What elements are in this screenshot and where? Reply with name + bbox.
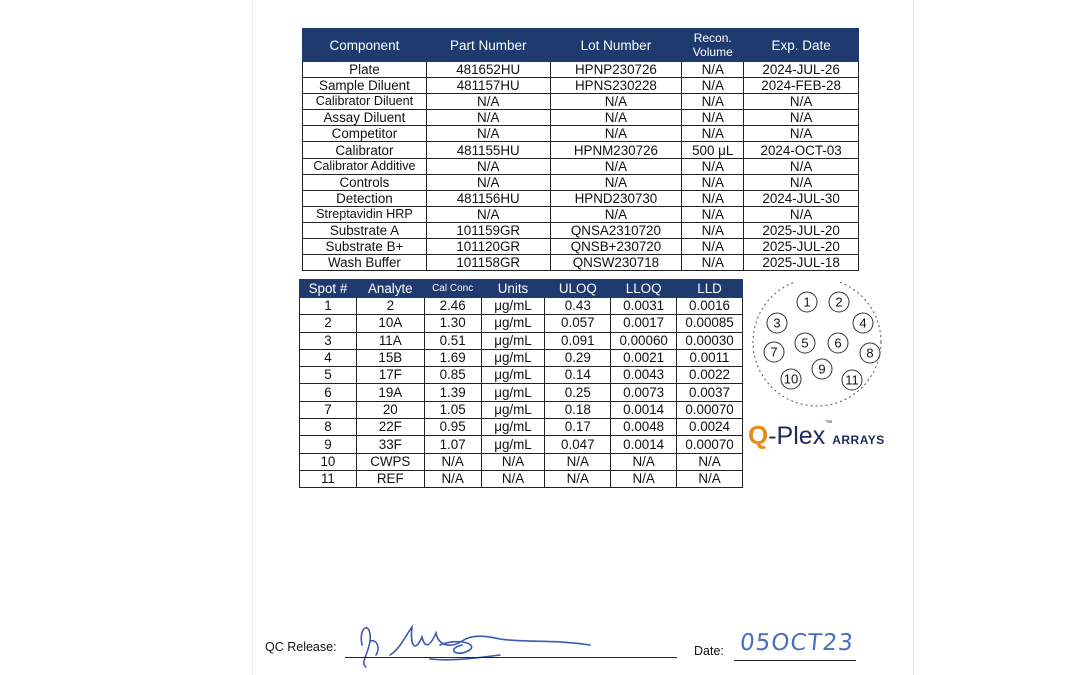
header-recon-line2: Volume — [692, 45, 733, 59]
cell-uloq: 0.047 — [545, 436, 611, 453]
cell-analyte: 15B — [356, 349, 424, 366]
cell-recon-volume: N/A — [682, 222, 744, 238]
cell-lld: N/A — [677, 453, 743, 470]
cell-spot: 5 — [300, 367, 357, 384]
cell-uloq: 0.057 — [545, 315, 611, 332]
cell-recon-volume: N/A — [682, 206, 744, 222]
component-row — [303, 239, 859, 255]
cell-lld: 0.0022 — [677, 367, 743, 384]
header-component: Component — [303, 29, 427, 62]
date-line — [734, 660, 856, 661]
date-label: Date: — [694, 644, 724, 658]
cell-lloq: N/A — [611, 470, 677, 487]
spot-row — [300, 401, 743, 418]
cell-part-number: 101159GR — [426, 222, 550, 238]
cell-component: Wash Buffer — [303, 255, 427, 271]
cell-cal-conc: N/A — [424, 453, 481, 470]
spot-row — [300, 436, 743, 453]
cell-exp-date: 2025-JUL-18 — [744, 255, 859, 271]
component-row — [303, 62, 859, 78]
cell-uloq: 0.18 — [545, 401, 611, 418]
cell-spot: 9 — [300, 436, 357, 453]
component-row — [303, 255, 859, 271]
cell-spot: 6 — [300, 384, 357, 401]
cell-part-number: 101158GR — [426, 255, 550, 271]
plate-spot-label: 6 — [834, 335, 842, 351]
cell-part-number: N/A — [426, 174, 550, 190]
cell-uloq: 0.17 — [545, 419, 611, 436]
cell-cal-conc: 1.07 — [424, 436, 481, 453]
plate-spot-label: 11 — [845, 372, 859, 388]
cell-lot-number: HPNS230228 — [550, 78, 682, 94]
cell-spot: 3 — [300, 332, 357, 349]
cell-lot-number: QNSB+230720 — [550, 239, 682, 255]
cell-lld: 0.0037 — [677, 384, 743, 401]
cell-uloq: 0.091 — [545, 332, 611, 349]
component-row — [303, 174, 859, 190]
cell-analyte: 11A — [356, 332, 424, 349]
cell-cal-conc: 1.39 — [424, 384, 481, 401]
plate-spot-label: 8 — [866, 345, 874, 361]
component-row — [303, 142, 859, 158]
spot-row — [300, 298, 743, 315]
cell-part-number: 481157HU — [426, 78, 550, 94]
cell-component: Calibrator Diluent — [303, 94, 427, 110]
cell-component: Assay Diluent — [303, 110, 427, 126]
cell-exp-date: N/A — [744, 174, 859, 190]
cell-units: μg/mL — [481, 436, 545, 453]
cell-uloq: 0.43 — [545, 298, 611, 315]
cell-uloq: N/A — [545, 453, 611, 470]
cell-lot-number: N/A — [550, 206, 682, 222]
qc-release-signature-line — [345, 657, 677, 658]
cell-spot: 4 — [300, 349, 357, 366]
spot-row — [300, 315, 743, 332]
cell-analyte: CWPS — [356, 453, 424, 470]
header-exp-date: Exp. Date — [744, 29, 859, 62]
cell-cal-conc: 2.46 — [424, 298, 481, 315]
cell-analyte: 33F — [356, 436, 424, 453]
plate-spot-label: 4 — [859, 315, 867, 331]
qplex-arrays-logo — [748, 420, 885, 456]
cell-spot: 1 — [300, 298, 357, 315]
cell-part-number: 481156HU — [426, 190, 550, 206]
cell-spot: 2 — [300, 315, 357, 332]
cell-units: μg/mL — [481, 332, 545, 349]
cell-cal-conc: 0.85 — [424, 367, 481, 384]
signature — [350, 615, 610, 675]
cell-lloq: 0.0014 — [611, 436, 677, 453]
header-lot-number: Lot Number — [550, 29, 682, 62]
header-analyte: Analyte — [356, 280, 424, 298]
component-row — [303, 206, 859, 222]
cell-analyte: REF — [356, 470, 424, 487]
component-row — [303, 78, 859, 94]
cell-uloq: 0.29 — [545, 349, 611, 366]
logo-arrays: ARRAYS — [832, 433, 885, 447]
spot-row — [300, 384, 743, 401]
cell-part-number: N/A — [426, 206, 550, 222]
plate-spot-label: 9 — [818, 361, 826, 377]
cell-exp-date: N/A — [744, 206, 859, 222]
cell-exp-date: 2024-JUL-30 — [744, 190, 859, 206]
cell-recon-volume: N/A — [682, 62, 744, 78]
cell-component: Substrate A — [303, 222, 427, 238]
cell-lot-number: N/A — [550, 174, 682, 190]
cell-units: N/A — [481, 470, 545, 487]
cell-lloq: 0.0021 — [611, 349, 677, 366]
cell-lld: 0.0024 — [677, 419, 743, 436]
cell-part-number: 481155HU — [426, 142, 550, 158]
cell-recon-volume: N/A — [682, 190, 744, 206]
cell-lot-number: N/A — [550, 94, 682, 110]
logo-plex: -Plex — [768, 422, 826, 450]
cell-cal-conc: 0.95 — [424, 419, 481, 436]
cell-units: μg/mL — [481, 401, 545, 418]
cell-component: Plate — [303, 62, 427, 78]
cell-lloq: 0.00060 — [611, 332, 677, 349]
cell-lloq: 0.0014 — [611, 401, 677, 418]
cell-lot-number: HPNP230726 — [550, 62, 682, 78]
cell-units: N/A — [481, 453, 545, 470]
component-row — [303, 110, 859, 126]
qc-release-label: QC Release: — [265, 640, 337, 654]
cell-lot-number: N/A — [550, 110, 682, 126]
cell-analyte: 19A — [356, 384, 424, 401]
cell-part-number: 101120GR — [426, 239, 550, 255]
spot-row — [300, 367, 743, 384]
cell-analyte: 10A — [356, 315, 424, 332]
component-row — [303, 222, 859, 238]
cell-recon-volume: N/A — [682, 110, 744, 126]
cell-uloq: N/A — [545, 470, 611, 487]
header-uloq: ULOQ — [545, 280, 611, 298]
cell-recon-volume: 500 μL — [682, 142, 744, 158]
cell-lld: 0.00030 — [677, 332, 743, 349]
spot-row — [300, 470, 743, 487]
header-lld: LLD — [677, 280, 743, 298]
cell-lloq: 0.0048 — [611, 419, 677, 436]
cell-recon-volume: N/A — [682, 174, 744, 190]
cell-uloq: 0.14 — [545, 367, 611, 384]
cell-units: μg/mL — [481, 349, 545, 366]
cell-lloq: 0.0017 — [611, 315, 677, 332]
cell-analyte: 17F — [356, 367, 424, 384]
cell-analyte: 20 — [356, 401, 424, 418]
cell-spot: 11 — [300, 470, 357, 487]
spot-row — [300, 332, 743, 349]
spot-row — [300, 419, 743, 436]
cell-component: Competitor — [303, 126, 427, 142]
cell-component: Calibrator Additive — [303, 158, 427, 174]
cell-exp-date: 2025-JUL-20 — [744, 239, 859, 255]
cell-units: μg/mL — [481, 367, 545, 384]
cell-lot-number: QNSW230718 — [550, 255, 682, 271]
cell-analyte: 2 — [356, 298, 424, 315]
cell-exp-date: 2024-JUL-26 — [744, 62, 859, 78]
cell-lot-number: QNSA2310720 — [550, 222, 682, 238]
plate-spot-label: 10 — [783, 371, 799, 387]
cell-lot-number: HPND230730 — [550, 190, 682, 206]
cell-lld: 0.0011 — [677, 349, 743, 366]
spot-row — [300, 349, 743, 366]
spot-row — [300, 453, 743, 470]
spots-header-row — [300, 280, 743, 298]
component-row — [303, 190, 859, 206]
cell-units: μg/mL — [481, 315, 545, 332]
cell-part-number: N/A — [426, 110, 550, 126]
handwritten-date: 05OCT23 — [738, 630, 856, 656]
header-part-number: Part Number — [426, 29, 550, 62]
cell-cal-conc: 1.30 — [424, 315, 481, 332]
logo-trademark: ™ — [825, 420, 833, 427]
cell-lloq: 0.0043 — [611, 367, 677, 384]
cell-part-number: N/A — [426, 126, 550, 142]
cell-lloq: 0.0073 — [611, 384, 677, 401]
cell-lot-number: N/A — [550, 126, 682, 142]
cell-exp-date: 2024-OCT-03 — [744, 142, 859, 158]
cell-part-number: 481652HU — [426, 62, 550, 78]
cell-cal-conc: 1.69 — [424, 349, 481, 366]
cell-lld: 0.00070 — [677, 436, 743, 453]
header-spot: Spot # — [300, 280, 357, 298]
cell-exp-date: N/A — [744, 158, 859, 174]
cell-units: μg/mL — [481, 419, 545, 436]
cell-lld: N/A — [677, 470, 743, 487]
cell-component: Streptavidin HRP — [303, 206, 427, 222]
cell-recon-volume: N/A — [682, 126, 744, 142]
cell-recon-volume: N/A — [682, 158, 744, 174]
cell-exp-date: 2024-FEB-28 — [744, 78, 859, 94]
cell-units: μg/mL — [481, 384, 545, 401]
component-row — [303, 94, 859, 110]
header-lloq: LLOQ — [611, 280, 677, 298]
plate-spot-label: 1 — [803, 294, 811, 310]
cell-cal-conc: 0.51 — [424, 332, 481, 349]
header-units: Units — [481, 280, 545, 298]
cell-component: Sample Diluent — [303, 78, 427, 94]
cell-units: μg/mL — [481, 298, 545, 315]
plate-spot-label: 7 — [770, 344, 778, 360]
cell-spot: 7 — [300, 401, 357, 418]
cell-exp-date: 2025-JUL-20 — [744, 222, 859, 238]
components-header-row — [303, 29, 859, 62]
cell-lot-number: N/A — [550, 158, 682, 174]
cell-analyte: 22F — [356, 419, 424, 436]
header-cal-conc: Cal Conc — [424, 280, 481, 298]
cell-lot-number: HPNM230726 — [550, 142, 682, 158]
plate-spot-label: 5 — [801, 335, 809, 351]
cell-component: Controls — [303, 174, 427, 190]
cell-exp-date: N/A — [744, 126, 859, 142]
signature-stroke — [361, 627, 590, 667]
component-row — [303, 158, 859, 174]
cell-spot: 10 — [300, 453, 357, 470]
cell-recon-volume: N/A — [682, 255, 744, 271]
cell-lloq: N/A — [611, 453, 677, 470]
cell-component: Calibrator — [303, 142, 427, 158]
header-recon-line1: Recon. — [693, 31, 732, 45]
cell-recon-volume: N/A — [682, 94, 744, 110]
header-recon-volume — [682, 29, 744, 62]
components-table — [302, 28, 859, 271]
cell-part-number: N/A — [426, 158, 550, 174]
plate-spot-label: 2 — [835, 294, 843, 310]
cell-cal-conc: N/A — [424, 470, 481, 487]
cell-component: Substrate B+ — [303, 239, 427, 255]
cell-recon-volume: N/A — [682, 78, 744, 94]
cell-lld: 0.00085 — [677, 315, 743, 332]
cell-lloq: 0.0031 — [611, 298, 677, 315]
cell-uloq: 0.25 — [545, 384, 611, 401]
cell-spot: 8 — [300, 419, 357, 436]
cell-lld: 0.00070 — [677, 401, 743, 418]
plate-spot-label: 3 — [773, 315, 781, 331]
cell-exp-date: N/A — [744, 110, 859, 126]
component-row — [303, 126, 859, 142]
cell-recon-volume: N/A — [682, 239, 744, 255]
cell-exp-date: N/A — [744, 94, 859, 110]
cell-component: Detection — [303, 190, 427, 206]
plate-map-diagram — [750, 282, 890, 410]
cell-cal-conc: 1.05 — [424, 401, 481, 418]
spots-table — [299, 279, 743, 488]
logo-q: Q — [748, 420, 769, 450]
cell-lld: 0.0016 — [677, 298, 743, 315]
cell-part-number: N/A — [426, 94, 550, 110]
